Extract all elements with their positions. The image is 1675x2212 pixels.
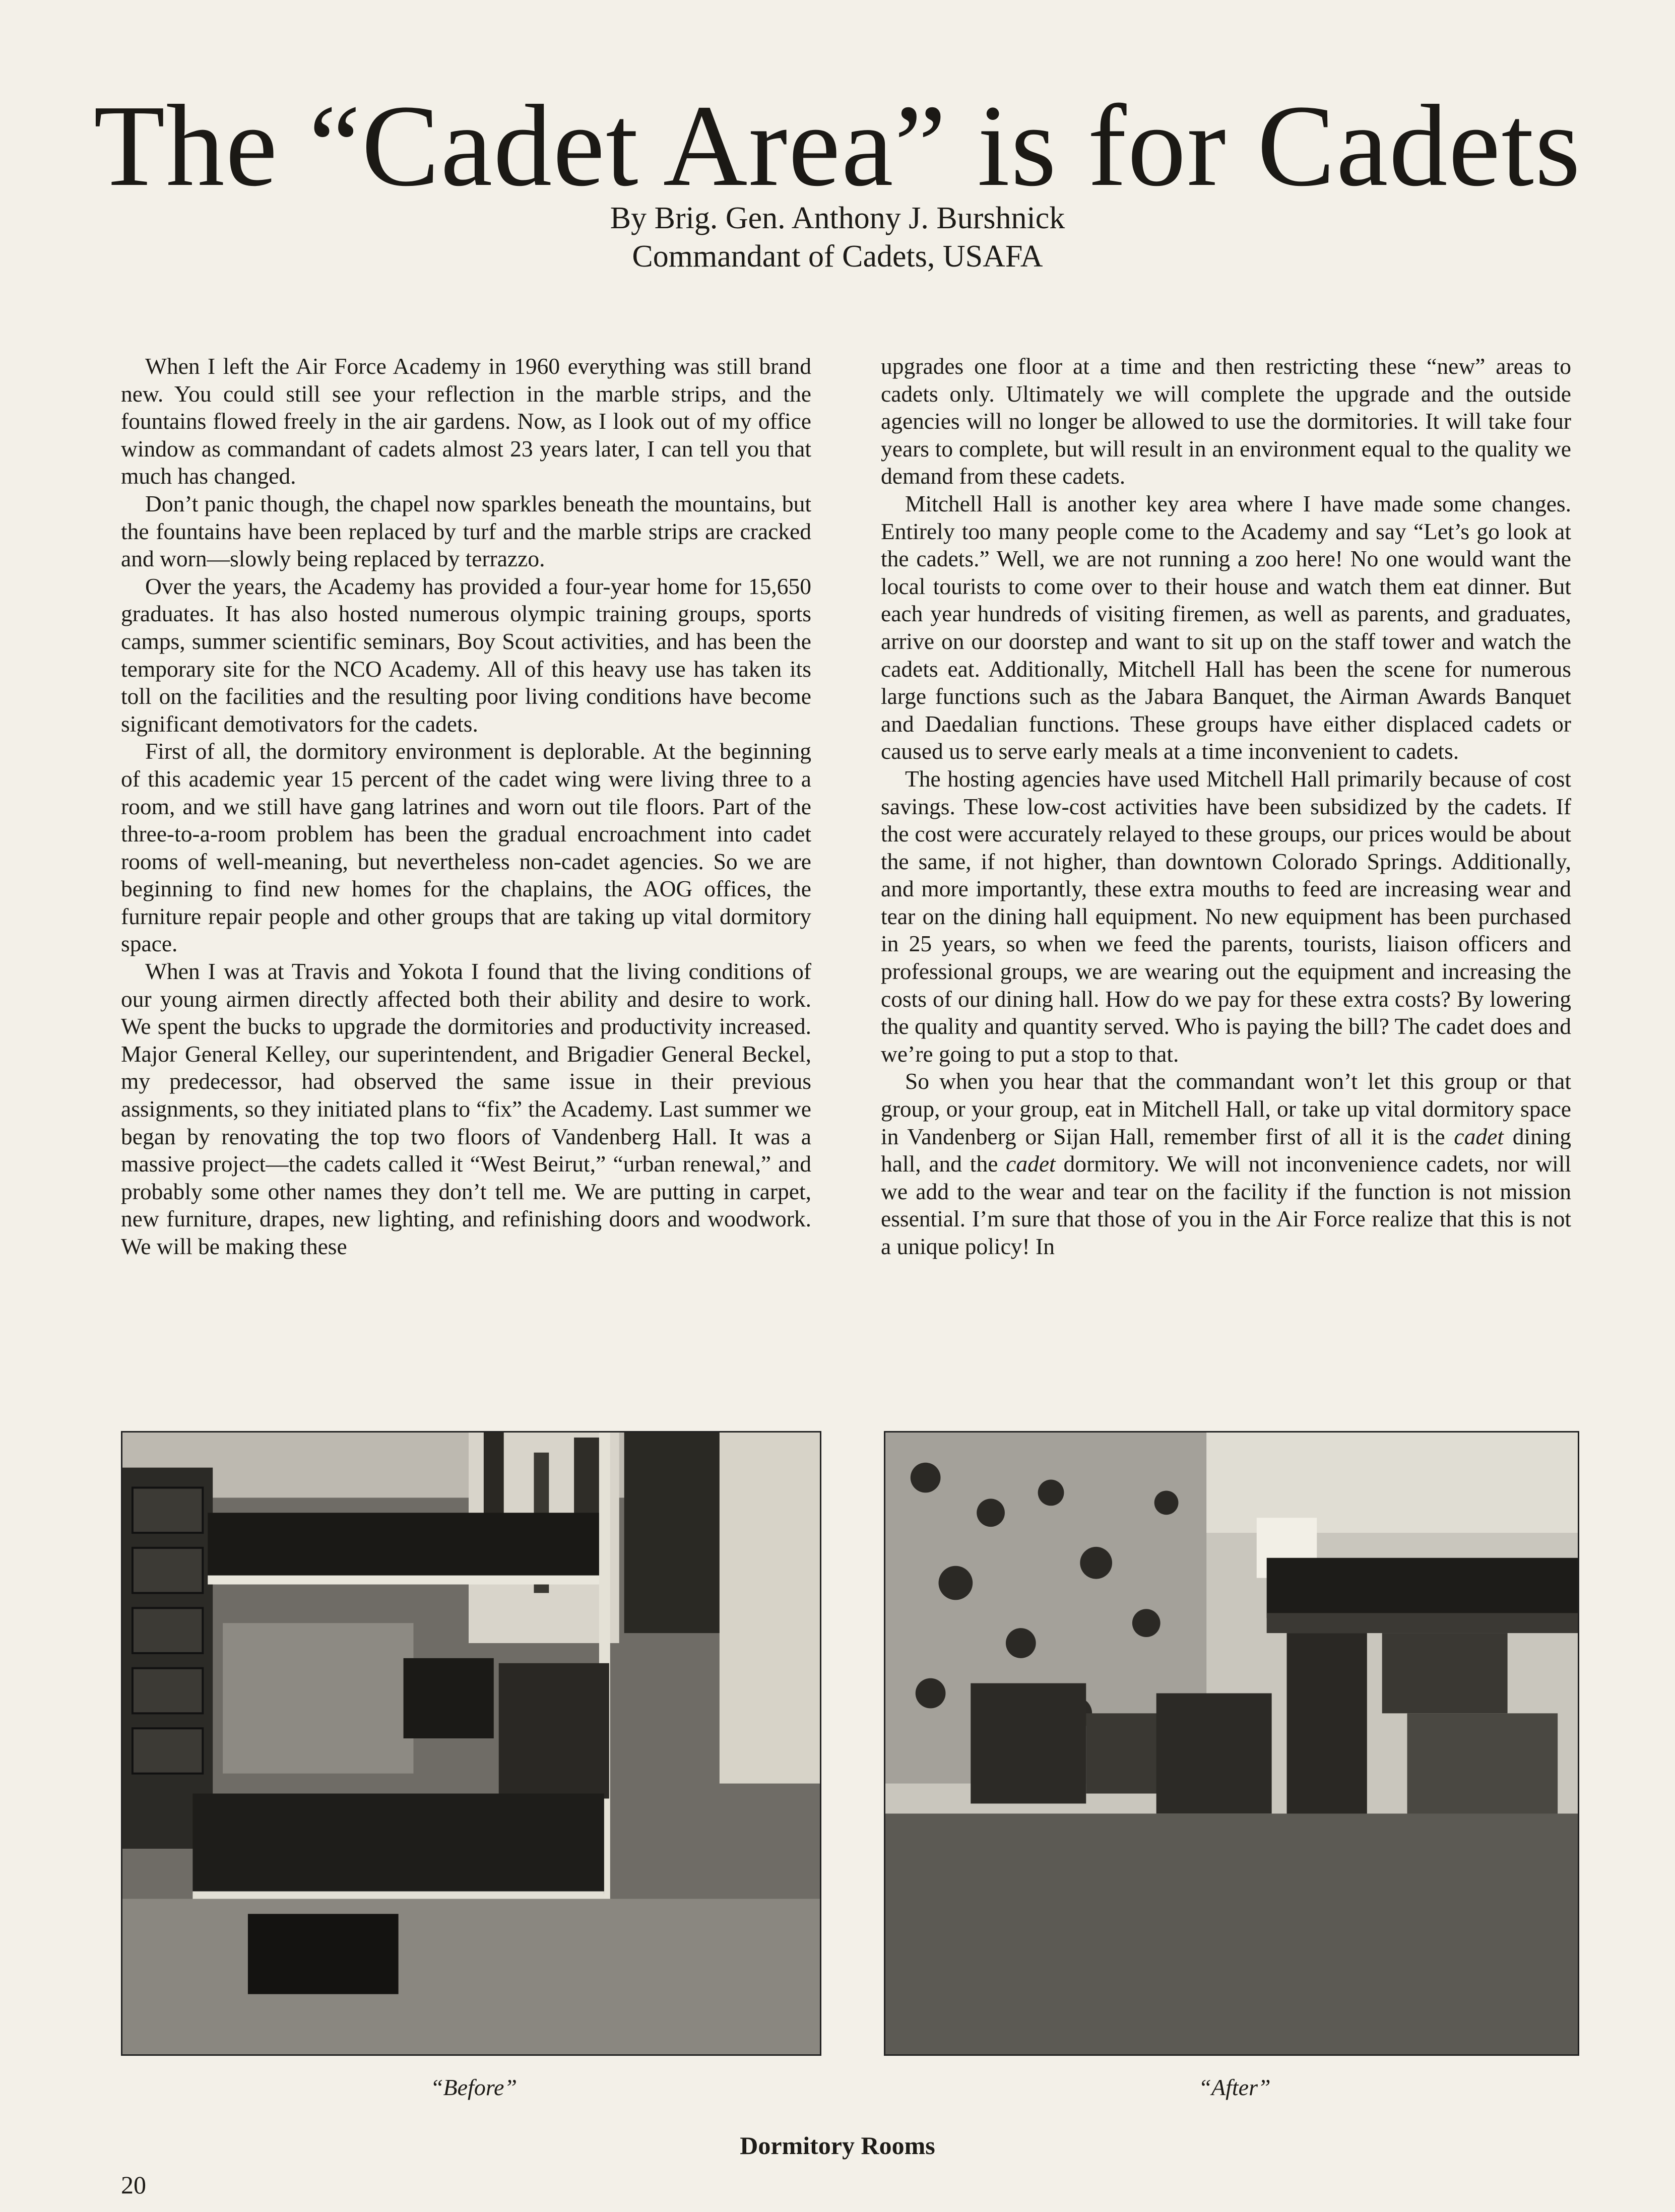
text-span: dormitory. We will not inconvenience cadets, nor will we add to the wear and tear on the facility if the function is not mission essential. I’m sure that those of you in the Air Force realize that this is not a unique policy! In — [881, 1151, 1571, 1259]
paragraph-last — [881, 1068, 1571, 1260]
paragraph: When I was at Travis and Yokota I found that the living conditions of our young airmen directly affected both their ability and desire to work. We spent the bucks to upgrade the dormitories and productivity increased. Major General Kelley, our superintendent, and Brigadier General Beckel, my predecessor, had observed the same issue in their previous assignments, so they initiated plans to “fix” the Academy. Last summer we began by renovating the top two floors of Vandenberg Hall. It was a massive project—the cadets called it “West Beirut,” “urban renewal,” and probably some other names they don’t tell me. We are putting in carpet, new furniture, drapes, new lighting, and refinishing doors and woodwork. We will be making these — [121, 958, 811, 1259]
after-photo — [884, 1431, 1579, 2056]
figure-title: Dormitory Rooms — [740, 2131, 935, 2160]
article-title: The “Cadet Area” is for Cadets — [93, 81, 1582, 211]
right-column — [881, 353, 1571, 1261]
paragraph: Over the years, the Academy has provided a four-year home for 15,650 graduates. It has also hosted numerous olympic training groups, sports camps, summer scientific seminars, Boy Scout activities, and has been the temporary site for the NCO Academy. All of this heavy use has taken its toll on the facilities and the resulting poor living conditions have become significant demotivators for the cadets. — [121, 573, 811, 737]
paragraph: The hosting agencies have used Mitchell Hall primarily because of cost savings. These low-cost activities have been subsidized by the cadets. If the cost were accurately relayed to these groups, our prices would be about the same, if not higher, than downtown Colorado Springs. Additionally, and more importantly, these extra mouths to feed are increasing wear and tear on the dining hall equipment. No new equipment has been purchased in 25 years, so when we feed the parents, tourists, liaison officers and professional groups, we are wearing out the equipment and increasing the costs of our dining hall. How do we pay for these extra costs? By lowering the quality and quantity served. Who is paying the bill? The cadet does and we’re going to put a stop to that. — [881, 765, 1571, 1067]
byline-author: By Brig. Gen. Anthony J. Burshnick — [610, 201, 1065, 235]
page-number: 20 — [121, 2171, 146, 2199]
after-photo-image — [885, 1433, 1578, 2054]
emphasis-cadet: cadet — [1454, 1123, 1504, 1149]
before-photo — [121, 1431, 821, 2056]
before-photo-image — [122, 1433, 820, 2054]
paragraph: Don’t panic though, the chapel now sparkles beneath the mountains, but the fountains have been replaced by turf and the marble strips are cracked and worn—slowly being replaced by terrazzo. — [121, 490, 811, 572]
left-column — [121, 353, 811, 1261]
paragraph: First of all, the dormitory environment is deplorable. At the beginning of this academic year 15 percent of the cadet wing were living three to a room, and we still have gang latrines and worn out tile floors. Part of the three-to-a-room problem has been the gradual encroachment into cadet rooms of well-meaning, but nevertheless non-cadet agencies. So we are beginning to find new homes for the chaplains, the AOG offices, the furniture repair people and other groups that are taking up vital dormitory space. — [121, 738, 811, 957]
paragraph: upgrades one floor at a time and then restricting these “new” areas to cadets only. Ultimately we will complete the upgrade and the outside agencies will no longer be allowed to use the dormitories. It will take four years to complete, but will result in an environment equal to the quality we demand from these cadets. — [881, 353, 1571, 489]
caption-before: “Before” — [430, 2074, 518, 2100]
caption-after: “After” — [1198, 2074, 1271, 2100]
byline — [0, 199, 1675, 276]
paragraph: When I left the Air Force Academy in 1960 everything was still brand new. You could still see your reflection in the marble strips, and the fountains flowed freely in the air gardens. Now, as I look out of my office window as commandant of cadets almost 23 years later, I can tell you that much has changed. — [121, 353, 811, 489]
text-span: dining hall, and the — [881, 1123, 1571, 1177]
emphasis-cadet: cadet — [1006, 1151, 1056, 1177]
paragraph: Mitchell Hall is another key area where I have made some changes. Entirely too many people come to the Academy and say “Let’s go look at the cadets.” Well, we are not running a zoo here! No one would want the local tourists to come over to their house and watch them eat dinner. But each year hundreds of visiting firemen, as well as parents, and graduates, arrive on our doorstep and want to sit up on the staff tower and watch the cadets eat. Additionally, Mitchell Hall has been the scene for numerous large functions such as the Jabara Banquet, the Airman Awards Banquet and Daedalian functions. These groups have either displaced cadets or caused us to serve early meals at a time inconvenient to cadets. — [881, 490, 1571, 764]
text-span: So when you hear that the commandant won’t let this group or that group, or your group, eat in Mitchell Hall, or take up vital dormitory space in Vandenberg or Sijan Hall, remember first of all it is the — [881, 1068, 1571, 1149]
byline-position: Commandant of Cadets, USAFA — [632, 239, 1043, 274]
